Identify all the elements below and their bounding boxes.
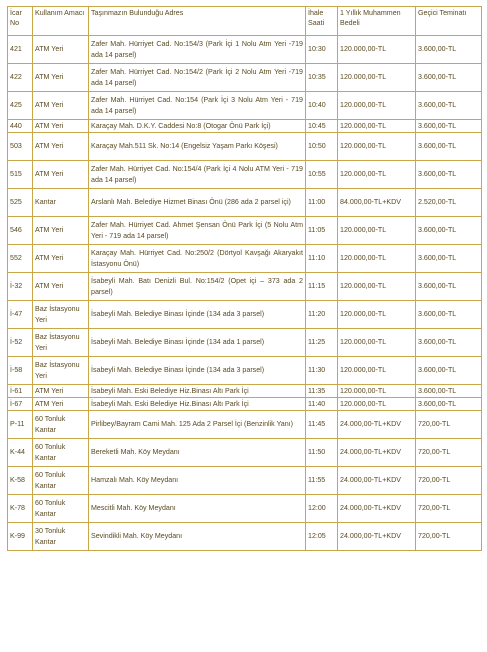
price-cell: 120.000,00-TL xyxy=(338,301,416,329)
table-row xyxy=(8,329,482,357)
tender-no-cell: 552 xyxy=(8,245,33,273)
purpose-cell: ATM Yeri xyxy=(33,92,89,120)
deposit-cell: 720,00-TL xyxy=(416,495,482,523)
table-row xyxy=(8,411,482,439)
tender-no-cell: 546 xyxy=(8,217,33,245)
price-cell: 120.000,00-TL xyxy=(338,161,416,189)
deposit-cell: 3.600,00-TL xyxy=(416,329,482,357)
deposit-cell: 3.600,00-TL xyxy=(416,398,482,411)
address-cell: Arslanlı Mah. Belediye Hizmet Binası Önü (286 ada 2 parsel içi) xyxy=(89,189,306,217)
time-cell: 11:50 xyxy=(306,439,338,467)
address-cell: İsabeyli Mah. Belediye Binası İçinde (134 ada 3 parsel) xyxy=(89,357,306,385)
time-cell: 11:35 xyxy=(306,385,338,398)
time-cell: 11:25 xyxy=(306,329,338,357)
header-cell: İhale Saati xyxy=(306,7,338,36)
price-cell: 24.000,00-TL+KDV xyxy=(338,439,416,467)
purpose-cell: ATM Yeri xyxy=(33,217,89,245)
table-row xyxy=(8,439,482,467)
purpose-cell: ATM Yeri xyxy=(33,36,89,64)
time-cell: 11:05 xyxy=(306,217,338,245)
table-row xyxy=(8,120,482,133)
price-cell: 120.000,00-TL xyxy=(338,64,416,92)
deposit-cell: 3.600,00-TL xyxy=(416,133,482,161)
address-cell: Hamzalı Mah. Köy Meydanı xyxy=(89,467,306,495)
deposit-cell: 3.600,00-TL xyxy=(416,245,482,273)
address-cell: Mescitli Mah. Köy Meydanı xyxy=(89,495,306,523)
tender-no-cell: İ-67 xyxy=(8,398,33,411)
deposit-cell: 3.600,00-TL xyxy=(416,92,482,120)
tender-no-cell: K-99 xyxy=(8,523,33,551)
address-cell: Karaçay Mah. Hürriyet Cad. No:250/2 (Dörtyol Kavşağı Akaryakıt İstasyonu Önü) xyxy=(89,245,306,273)
price-cell: 120.000,00-TL xyxy=(338,133,416,161)
tender-no-cell: İ-58 xyxy=(8,357,33,385)
deposit-cell: 3.600,00-TL xyxy=(416,385,482,398)
address-cell: İsabeyli Mah. Batı Denizli Bul. No:154/2 (Opet içi – 373 ada 2 parsel) xyxy=(89,273,306,301)
purpose-cell: Baz İstasyonu Yeri xyxy=(33,329,89,357)
time-cell: 10:55 xyxy=(306,161,338,189)
deposit-cell: 2.520,00-TL xyxy=(416,189,482,217)
time-cell: 11:55 xyxy=(306,467,338,495)
time-cell: 10:50 xyxy=(306,133,338,161)
price-cell: 120.000,00-TL xyxy=(338,329,416,357)
deposit-cell: 3.600,00-TL xyxy=(416,357,482,385)
tender-no-cell: 503 xyxy=(8,133,33,161)
header-cell: 1 Yıllık Muhammen Bedeli xyxy=(338,7,416,36)
purpose-cell: Baz İstasyonu Yeri xyxy=(33,357,89,385)
price-cell: 24.000,00-TL+KDV xyxy=(338,495,416,523)
address-cell: İsabeyli Mah. Eski Belediye Hiz.Binası Altı Park İçi xyxy=(89,398,306,411)
tender-no-cell: İ-52 xyxy=(8,329,33,357)
purpose-cell: 60 Tonluk Kantar xyxy=(33,439,89,467)
time-cell: 11:10 xyxy=(306,245,338,273)
header-cell: İcar No xyxy=(8,7,33,36)
price-cell: 84.000,00-TL+KDV xyxy=(338,189,416,217)
tender-no-cell: K-44 xyxy=(8,439,33,467)
purpose-cell: 60 Tonluk Kantar xyxy=(33,467,89,495)
table-row xyxy=(8,36,482,64)
header-row xyxy=(8,7,482,36)
table-row xyxy=(8,189,482,217)
address-cell: Zafer Mah. Hürriyet Cad. No:154/4 (Park İçi 4 Nolu ATM Yeri - 719 ada 14 parsel) xyxy=(89,161,306,189)
header-cell: Taşınmazın Bulunduğu Adres xyxy=(89,7,306,36)
table-row xyxy=(8,523,482,551)
time-cell: 10:40 xyxy=(306,92,338,120)
table-row xyxy=(8,217,482,245)
deposit-cell: 3.600,00-TL xyxy=(416,273,482,301)
tender-no-cell: P-11 xyxy=(8,411,33,439)
table-row xyxy=(8,467,482,495)
address-cell: Zafer Mah. Hürriyet Cad. Ahmet Şensan Önü Park İçi (5 Nolu Atm Yeri - 719 ada 14 parsel) xyxy=(89,217,306,245)
time-cell: 11:20 xyxy=(306,301,338,329)
purpose-cell: 30 Tonluk Kantar xyxy=(33,523,89,551)
price-cell: 24.000,00-TL+KDV xyxy=(338,467,416,495)
time-cell: 10:35 xyxy=(306,64,338,92)
deposit-cell: 3.600,00-TL xyxy=(416,64,482,92)
tender-table xyxy=(7,6,482,551)
price-cell: 120.000,00-TL xyxy=(338,36,416,64)
price-cell: 120.000,00-TL xyxy=(338,385,416,398)
tender-no-cell: 525 xyxy=(8,189,33,217)
price-cell: 24.000,00-TL+KDV xyxy=(338,523,416,551)
address-cell: Karaçay Mah.511 Sk. No:14 (Engelsiz Yaşam Parkı Köşesi) xyxy=(89,133,306,161)
price-cell: 120.000,00-TL xyxy=(338,120,416,133)
price-cell: 120.000,00-TL xyxy=(338,245,416,273)
price-cell: 120.000,00-TL xyxy=(338,92,416,120)
time-cell: 12:05 xyxy=(306,523,338,551)
time-cell: 11:00 xyxy=(306,189,338,217)
table-row xyxy=(8,301,482,329)
table-row xyxy=(8,495,482,523)
time-cell: 10:30 xyxy=(306,36,338,64)
address-cell: Pirlibey/Bayram Cami Mah. 125 Ada 2 Parsel İçi (Benzinlik Yanı) xyxy=(89,411,306,439)
tender-no-cell: K-78 xyxy=(8,495,33,523)
tender-no-cell: İ-47 xyxy=(8,301,33,329)
purpose-cell: ATM Yeri xyxy=(33,398,89,411)
price-cell: 120.000,00-TL xyxy=(338,217,416,245)
tender-no-cell: 425 xyxy=(8,92,33,120)
tender-no-cell: İ-32 xyxy=(8,273,33,301)
table-row xyxy=(8,245,482,273)
table-row xyxy=(8,161,482,189)
purpose-cell: 60 Tonluk Kantar xyxy=(33,495,89,523)
price-cell: 120.000,00-TL xyxy=(338,398,416,411)
address-cell: Karaçay Mah. D.K.Y. Caddesi No:8 (Otogar Önü Park İçi) xyxy=(89,120,306,133)
price-cell: 120.000,00-TL xyxy=(338,273,416,301)
tender-no-cell: 422 xyxy=(8,64,33,92)
purpose-cell: ATM Yeri xyxy=(33,133,89,161)
purpose-cell: ATM Yeri xyxy=(33,64,89,92)
purpose-cell: ATM Yeri xyxy=(33,273,89,301)
purpose-cell: ATM Yeri xyxy=(33,245,89,273)
address-cell: Zafer Mah. Hürriyet Cad. No:154 (Park İçi 3 Nolu Atm Yeri - 719 ada 14 parsel) xyxy=(89,92,306,120)
table-row xyxy=(8,64,482,92)
purpose-cell: Baz İstasyonu Yeri xyxy=(33,301,89,329)
time-cell: 11:40 xyxy=(306,398,338,411)
time-cell: 11:45 xyxy=(306,411,338,439)
header-cell: Geçici Teminatı xyxy=(416,7,482,36)
purpose-cell: Kantar xyxy=(33,189,89,217)
time-cell: 11:15 xyxy=(306,273,338,301)
time-cell: 10:45 xyxy=(306,120,338,133)
deposit-cell: 3.600,00-TL xyxy=(416,217,482,245)
price-cell: 24.000,00-TL+KDV xyxy=(338,411,416,439)
deposit-cell: 720,00-TL xyxy=(416,411,482,439)
table-row xyxy=(8,133,482,161)
purpose-cell: 60 Tonluk Kantar xyxy=(33,411,89,439)
deposit-cell: 3.600,00-TL xyxy=(416,161,482,189)
tender-no-cell: K-58 xyxy=(8,467,33,495)
table-row xyxy=(8,385,482,398)
tender-no-cell: 515 xyxy=(8,161,33,189)
address-cell: Sevindikli Mah. Köy Meydanı xyxy=(89,523,306,551)
table-row xyxy=(8,92,482,120)
address-cell: Bereketli Mah. Köy Meydanı xyxy=(89,439,306,467)
deposit-cell: 3.600,00-TL xyxy=(416,36,482,64)
address-cell: İsabeyli Mah. Belediye Binası İçinde (134 ada 1 parsel) xyxy=(89,329,306,357)
purpose-cell: ATM Yeri xyxy=(33,385,89,398)
address-cell: Zafer Mah. Hürriyet Cad. No:154/2 (Park İçi 2 Nolu Atm Yeri -719 ada 14 parsel) xyxy=(89,64,306,92)
table-row xyxy=(8,357,482,385)
address-cell: Zafer Mah. Hürriyet Cad. No:154/3 (Park İçi 1 Nolu Atm Yeri -719 ada 14 parsel) xyxy=(89,36,306,64)
tender-no-cell: 440 xyxy=(8,120,33,133)
price-cell: 120.000,00-TL xyxy=(338,357,416,385)
deposit-cell: 720,00-TL xyxy=(416,467,482,495)
deposit-cell: 720,00-TL xyxy=(416,523,482,551)
table-row xyxy=(8,398,482,411)
address-cell: İsabeyli Mah. Belediye Binası İçinde (134 ada 3 parsel) xyxy=(89,301,306,329)
deposit-cell: 3.600,00-TL xyxy=(416,301,482,329)
deposit-cell: 3.600,00-TL xyxy=(416,120,482,133)
purpose-cell: ATM Yeri xyxy=(33,161,89,189)
time-cell: 11:30 xyxy=(306,357,338,385)
tender-no-cell: 421 xyxy=(8,36,33,64)
address-cell: İsabeyli Mah. Eski Belediye Hiz.Binası Altı Park İçi xyxy=(89,385,306,398)
purpose-cell: ATM Yeri xyxy=(33,120,89,133)
deposit-cell: 720,00-TL xyxy=(416,439,482,467)
header-cell: Kullanım Amacı xyxy=(33,7,89,36)
table-row xyxy=(8,273,482,301)
time-cell: 12:00 xyxy=(306,495,338,523)
tender-no-cell: İ-61 xyxy=(8,385,33,398)
